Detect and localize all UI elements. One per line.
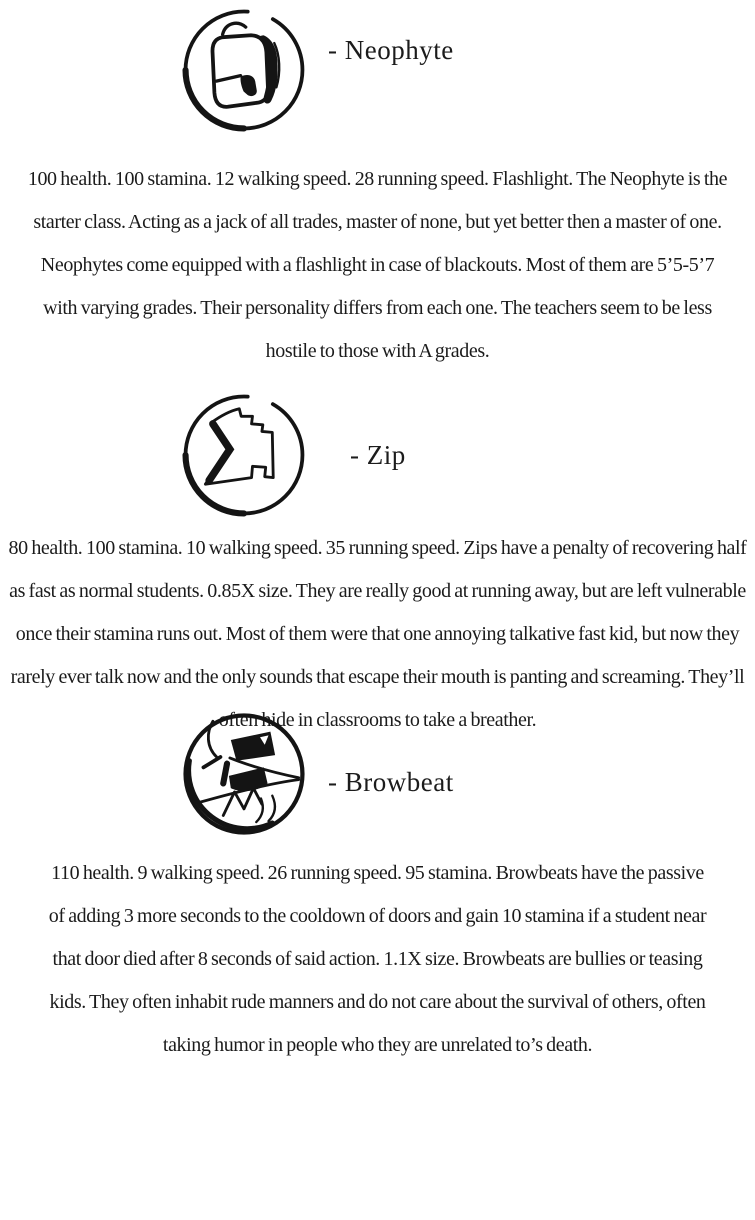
backpack-icon (178, 4, 310, 136)
class-description: 110 health. 9 walking speed. 26 running speed. 95 stamina. Browbeats have the passive of adding 3 more seconds to the cooldown of doors and gain 10 stamina if a student near that door died after 8 seconds of said action. 1.1X size. Browbeats are bullies or teasing kids. They often inhabit rude manners and do not care about the survival of others, often taking humor in people who they are unrelated to’s death. (48, 862, 707, 1056)
class-label: - Browbeat (328, 766, 454, 797)
class-section-browbeat (0, 708, 755, 1067)
class-header (0, 389, 755, 521)
lightning-bolt-icon (178, 389, 310, 521)
class-label: - Neophyte (328, 34, 454, 65)
class-section-zip (0, 389, 755, 742)
class-label: - Zip (350, 439, 406, 470)
class-description: 80 health. 100 stamina. 10 walking speed. 35 running speed. Zips have a penalty of recovering half as fast as normal students. 0.85X size. They are really good at running away, but are left vulnerable once their stamina runs out. Most of them were that one annoying talkative fast kid, but now they rarely ever talk now and the only sounds that escape their mouth is panting and screaming. They’ll often hide in classrooms to take a breather. (8, 537, 747, 731)
angry-face-icon (178, 708, 310, 840)
class-description: 100 health. 100 stamina. 12 walking speed. 28 running speed. Flashlight. The Neophyte is the starter class. Acting as a jack of all trades, master of none, but yet better then a master of one. Neophytes come equipped with a flashlight in case of blackouts. Most of them are 5’5-5’7 with varying grades. Their personality differs from each one. The teachers seem to be less hostile to those with A grades. (27, 168, 728, 362)
class-header (0, 4, 755, 136)
class-section-neophyte (0, 4, 755, 373)
